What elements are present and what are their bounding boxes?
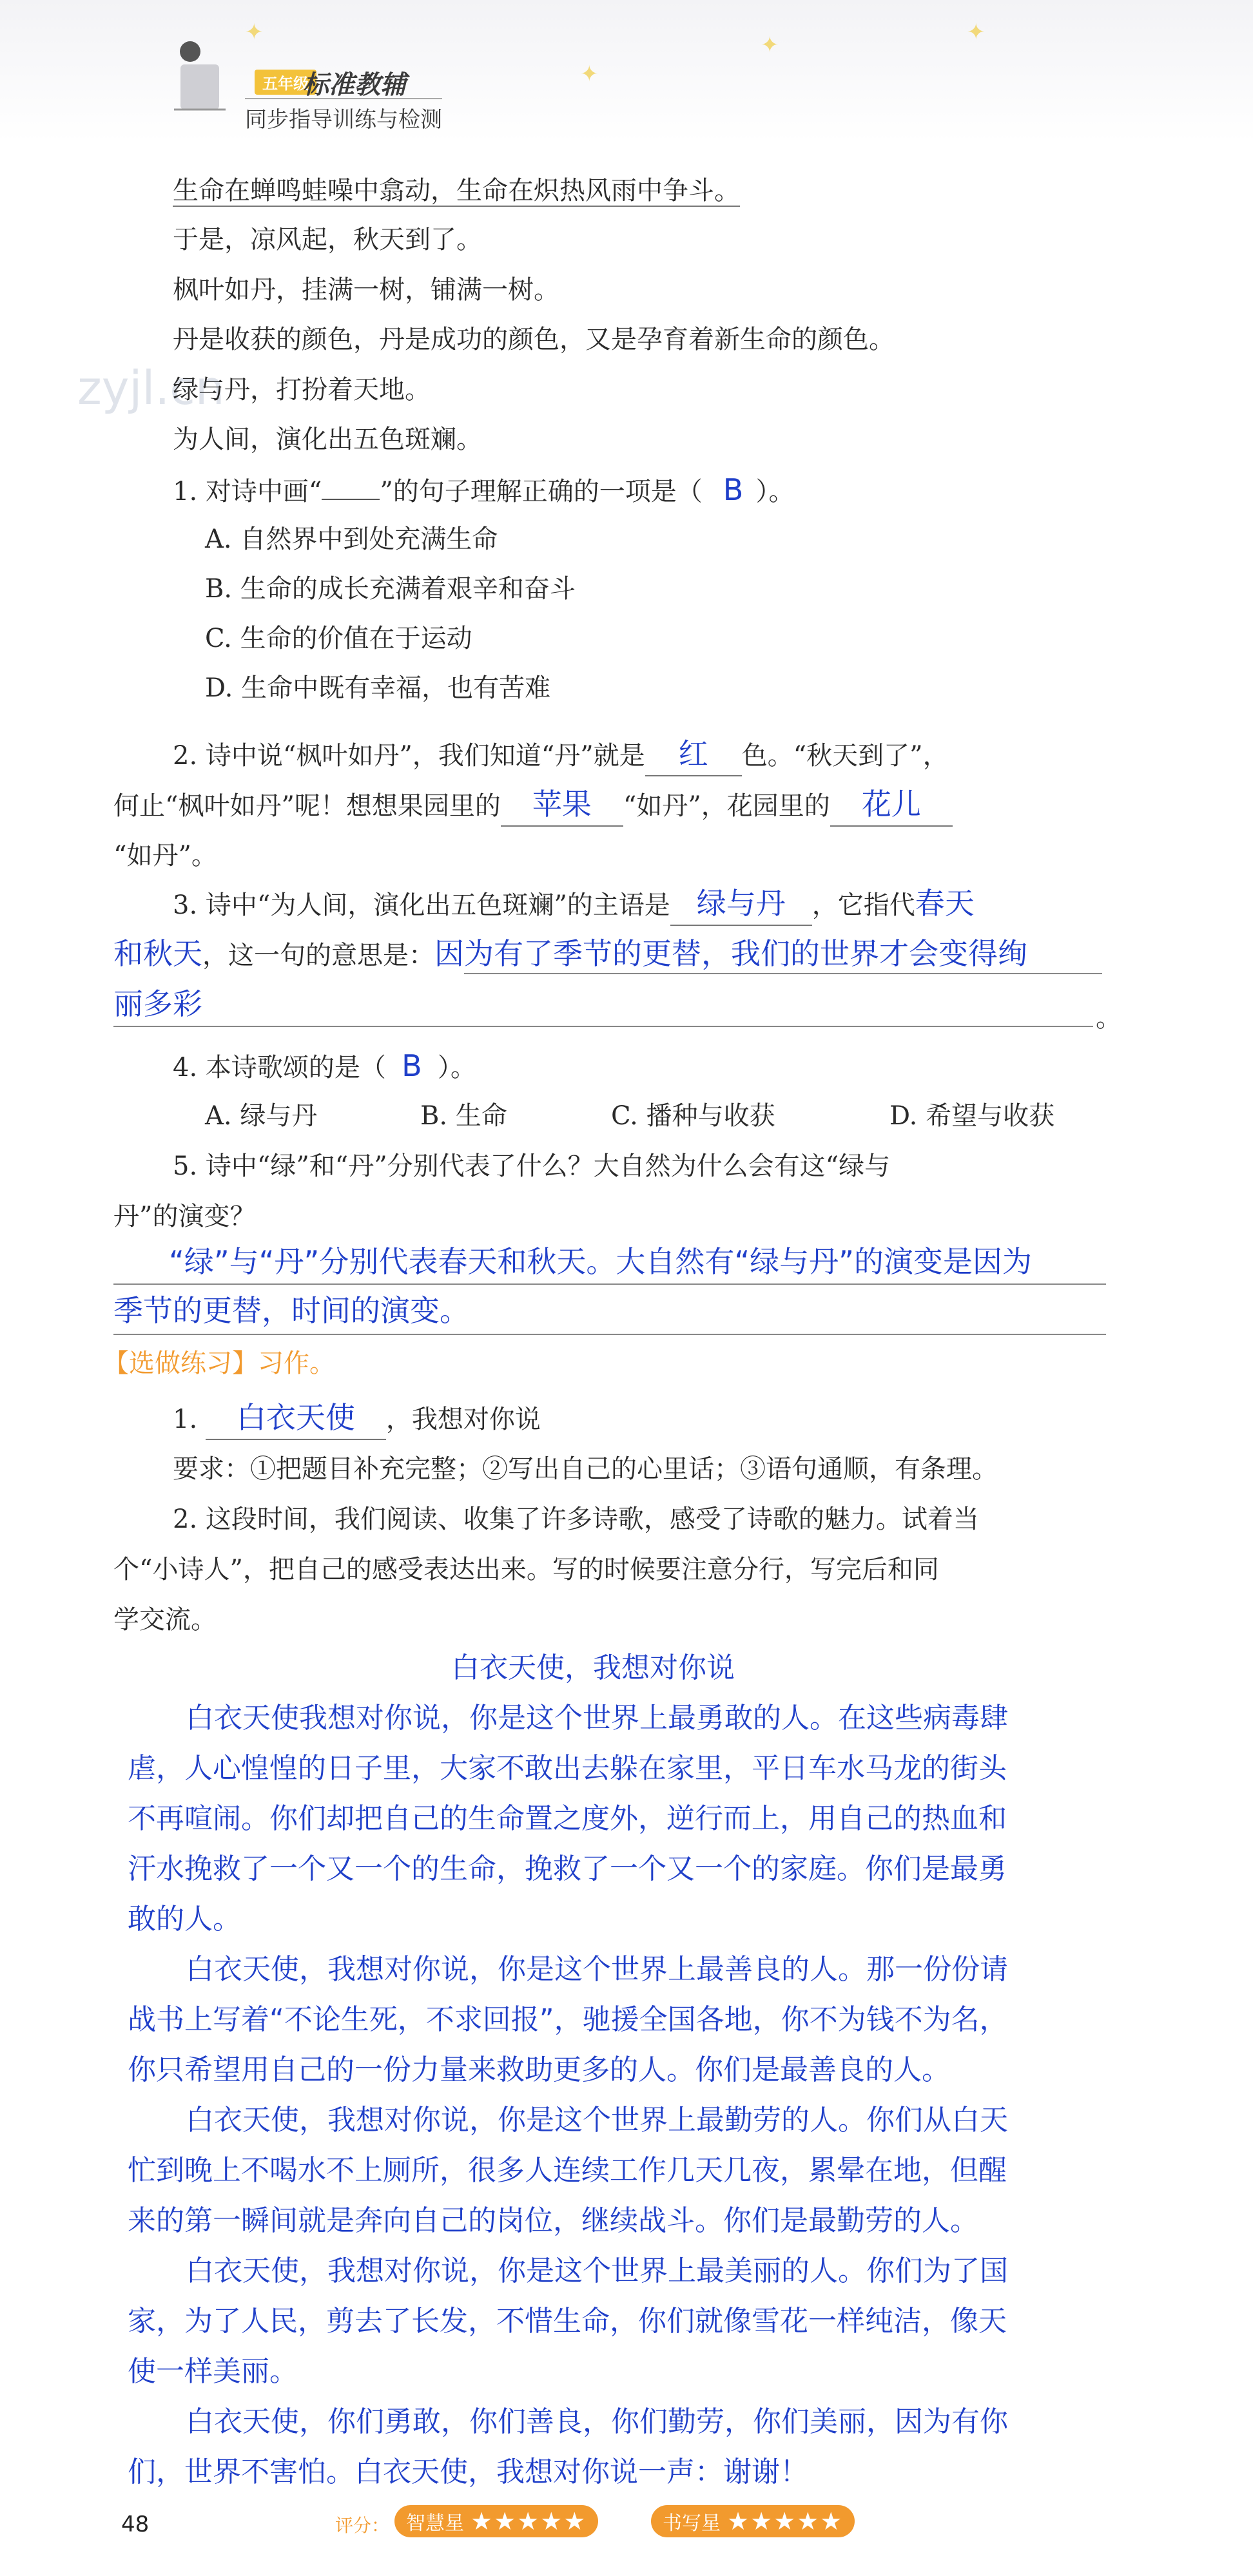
header-logo-illustration <box>161 26 238 116</box>
essay-line: 来的第一瞬间就是奔向自己的岗位，继续战斗。你们是最勤劳的人。 <box>128 2204 978 2237</box>
essay-line: 白衣天使，我想对你说，你是这个世界上最善良的人。那一份份请 <box>186 1953 1008 1986</box>
essay-line: 不再喧闹。你们却把自己的生命置之度外，逆行而上，用自己的热血和 <box>128 1802 1007 1835</box>
question-3-line1: 3. 诗中“为人间，演化出五色斑斓”的主语是 绿与丹 ，它指代春天 <box>173 884 975 926</box>
answer-line <box>113 1026 1093 1027</box>
question-3-line2: 和秋天，这一句的意思是：因为有了季节的更替，我们的世界才会变得绚 <box>113 936 1027 971</box>
answer-line <box>113 1283 1106 1285</box>
wisdom-star-label: 智慧星 <box>406 2512 464 2535</box>
q3-answer-3b: 丽多彩 <box>113 986 202 1021</box>
q3-answer-3a: 因为有了季节的更替，我们的世界才会变得绚 <box>434 936 1027 971</box>
q4-answer: B <box>402 1048 422 1083</box>
question-2-line2: 何止“枫叶如丹”呢！想想果园里的 苹果 “如丹”，花园里的 花儿 <box>113 785 953 827</box>
page-number: 48 <box>121 2512 150 2537</box>
essay-line: 汗水挽救了一个又一个的生命，挽救了一个又一个的家庭。你们是最勇 <box>128 1852 1007 1885</box>
q2-answer-1: 红 <box>678 736 708 771</box>
q5-answer-line2: 季节的更替，时间的演变。 <box>113 1293 469 1328</box>
q4-option: B. 生命 <box>420 1101 507 1131</box>
q1-option: D. 生命中既有幸福，也有苦难 <box>205 673 551 703</box>
writing-star-label: 书写星 <box>663 2512 721 2535</box>
q3-end-mark: 。 <box>1096 1003 1122 1033</box>
poem-line: 绿与丹，打扮着天地。 <box>173 375 431 405</box>
w1-answer: 白衣天使 <box>236 1400 355 1435</box>
writing-task-2-line2: 个“小诗人”，把自己的感受表达出来。写的时候要注意分行，写完后和同 <box>113 1555 939 1584</box>
essay-line: 白衣天使，你们勇敢，你们善良，你们勤劳，你们美丽，因为有你 <box>186 2405 1008 2438</box>
q4-option: D. 希望与收获 <box>889 1101 1055 1131</box>
sparkle-icon: ✦ <box>580 61 599 87</box>
essay-line: 忙到晚上不喝水不上厕所，很多人连续工作几天几夜，累晕在地，但醒 <box>128 2154 1007 2187</box>
poem-underlined-line: 生命在蝉鸣蛙噪中翕动，生命在炽热风雨中争斗。 <box>173 176 740 206</box>
q1-answer: B <box>723 472 744 507</box>
q3-answer-1: 绿与丹 <box>696 886 786 921</box>
q1-option: A. 自然界中到处充满生命 <box>205 524 498 554</box>
grade-badge: 五年级 <box>255 70 316 95</box>
writing-task-2-line3: 学交流。 <box>113 1605 217 1635</box>
writing-task-1-requirements: 要求：①把题目补充完整；②写出自己的心里话；③语句通顺，有条理。 <box>173 1454 998 1484</box>
star-icons: ★★★★★ <box>471 2507 587 2535</box>
poem-line: 丹是收获的颜色，丹是成功的颜色，又是孕育着新生命的颜色。 <box>173 325 895 354</box>
essay-line: 白衣天使我想对你说，你是这个世界上最勇敢的人。在这些病毒肆 <box>186 1702 1008 1735</box>
series-subtitle: 同步指导训练与检测 <box>245 98 442 133</box>
q3-answer-2b: 和秋天 <box>113 936 202 971</box>
series-title: 标准教辅 <box>303 70 406 100</box>
essay-line: 们，世界不害怕。白衣天使，我想对你说一声：谢谢！ <box>128 2456 808 2488</box>
optional-practice-heading: 【选做练习】习作。 <box>103 1349 335 1378</box>
writing-task-2-line1: 2. 这段时间，我们阅读、收集了许多诗歌，感受了诗歌的魅力。试着当 <box>173 1504 979 1534</box>
question-4: 4. 本诗歌颂的是（ B ）。 <box>173 1046 476 1087</box>
sparkle-icon: ✦ <box>245 19 264 45</box>
q2-answer-2: 苹果 <box>532 787 592 822</box>
essay-line: 白衣天使，我想对你说，你是这个世界上最美丽的人。你们为了国 <box>186 2254 1008 2287</box>
question-5-line2: 丹”的演变？ <box>113 1202 256 1231</box>
question-5-line1: 5. 诗中“绿”和“丹”分别代表了什么？大自然为什么会有这“绿与 <box>173 1151 891 1181</box>
poem-line: 为人间，演化出五色斑斓。 <box>173 425 482 454</box>
poem-line: 枫叶如丹，挂满一树，铺满一树。 <box>173 275 559 305</box>
essay-line: 虐，人心惶惶的日子里，大家不敢出去躲在家里，平日车水马龙的街头 <box>128 1752 1007 1785</box>
essay-line: 战书上写着“不论生死，不求回报”，驰援全国各地，你不为钱不为名， <box>128 2003 1008 2036</box>
q3-answer-2a: 春天 <box>915 886 975 921</box>
poem-line: 于是，凉风起，秋天到了。 <box>173 225 482 255</box>
essay-line: 白衣天使，我想对你说，你是这个世界上最勤劳的人。你们从白天 <box>186 2104 1008 2137</box>
essay-title: 白衣天使，我想对你说 <box>451 1651 735 1684</box>
star-icons: ★★★★★ <box>727 2507 844 2535</box>
essay-line: 你只希望用自己的一份力量来救助更多的人。你们是最善良的人。 <box>128 2053 950 2086</box>
q4-option: A. 绿与丹 <box>205 1101 318 1131</box>
q1-option: C. 生命的价值在于运动 <box>205 624 472 653</box>
writing-task-1: 1. 白衣天使 ，我想对你说 <box>173 1398 541 1440</box>
q1-option: B. 生命的成长充满着艰辛和奋斗 <box>205 574 576 604</box>
answer-line <box>464 973 1102 974</box>
q2-answer-3: 花儿 <box>861 787 921 822</box>
essay-line: 使一样美丽。 <box>128 2355 298 2388</box>
score-label: 评分： <box>335 2515 390 2536</box>
question-3-line3 <box>113 985 202 1025</box>
essay-line: 家，为了人民，剪去了长发，不惜生命，你们就像雪花一样纯洁，像天 <box>128 2305 1007 2338</box>
section-tag: 【选做练习】 <box>103 1349 258 1378</box>
question-1: 1. 对诗中画“ ”的句子理解正确的一项是（ B ）。 <box>173 470 795 511</box>
q5-answer-line1: “绿”与“丹”分别代表春天和秋天。大自然有“绿与丹”的演变是因为 <box>169 1244 1032 1279</box>
wisdom-star-rating[interactable] <box>394 2505 598 2537</box>
sparkle-icon: ✦ <box>967 19 986 45</box>
answer-line <box>113 1334 1106 1335</box>
question-2-line1: 2. 诗中说“枫叶如丹”，我们知道“丹”就是 红 色。“秋天到了”， <box>173 735 949 776</box>
q4-option: C. 播种与收获 <box>611 1101 775 1131</box>
watermark: zyjl.cn <box>77 361 225 415</box>
question-2-line3: “如丹”。 <box>113 841 217 870</box>
writing-star-rating[interactable] <box>651 2505 855 2537</box>
essay-line: 敢的人。 <box>128 1903 241 1936</box>
sparkle-icon: ✦ <box>761 32 779 58</box>
